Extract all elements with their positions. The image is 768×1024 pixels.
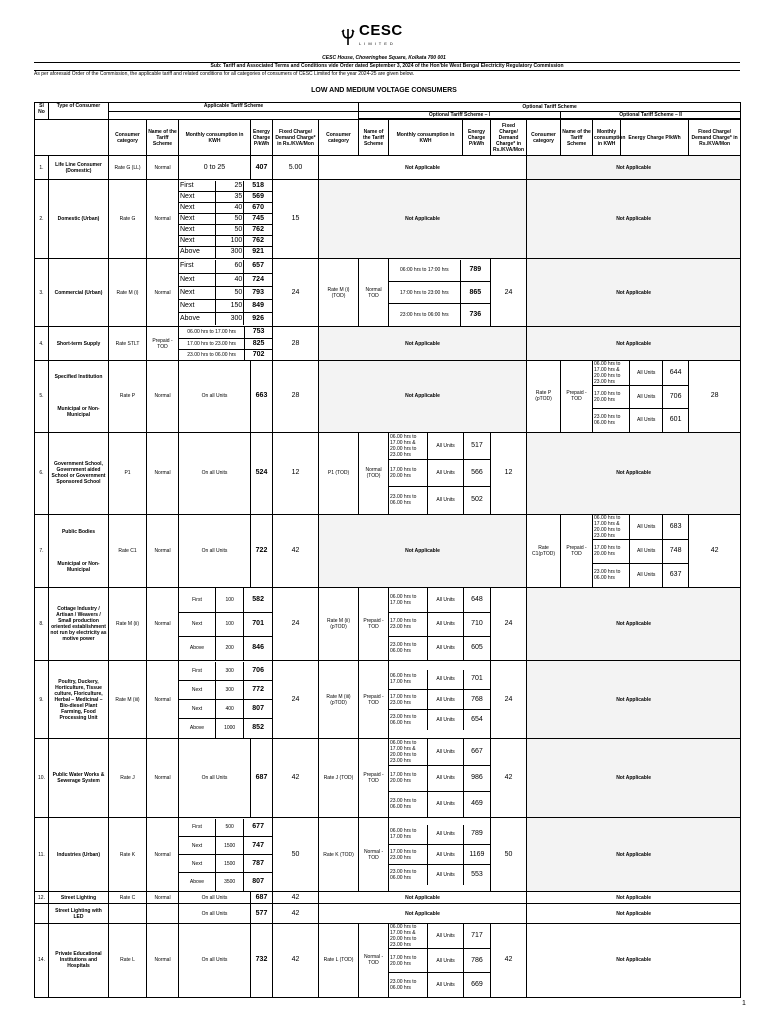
slab-limit: 300 — [216, 681, 244, 700]
hdr-scheme: Name of the Tariff Scheme — [147, 120, 179, 156]
slab-row — [179, 662, 272, 681]
tod-rate: 748 — [663, 539, 688, 563]
slab-limit: 1000 — [216, 719, 244, 738]
tod-units: All Units — [428, 670, 463, 690]
slab-label: Above — [189, 878, 205, 885]
slab-label: Above — [180, 248, 200, 256]
slab-rate: 518 — [244, 181, 272, 192]
tod-rate: 710 — [463, 612, 490, 636]
slab-row — [179, 247, 272, 258]
slab-rate: 670 — [244, 203, 272, 214]
slab-limit: 40 — [216, 203, 244, 214]
slab-label: First — [179, 588, 216, 612]
slab-rate: 926 — [244, 312, 272, 325]
slab-table — [179, 180, 273, 259]
slab-row — [179, 819, 272, 837]
col-type: Type of Consumer — [49, 103, 109, 120]
slab-rate: 921 — [244, 247, 272, 258]
slab-label: Next — [179, 612, 216, 636]
tod-rate: 654 — [463, 710, 490, 730]
tod-period: 17.00 hrs to 23.00 hrs — [389, 845, 428, 865]
tod-units: All Units — [630, 409, 663, 432]
table-row: Street Lighting with LED On all Units 577 42 Not Applicable Not Applicable — [35, 904, 741, 924]
tod-rate: 637 — [663, 563, 688, 587]
tod-rate: 683 — [663, 515, 688, 540]
tod-period: 17.00 hrs to 20.00 hrs — [593, 539, 630, 563]
slab-rate: 849 — [244, 299, 272, 312]
tod-units: All Units — [428, 924, 463, 949]
tod-table — [389, 661, 491, 739]
tod-units: All Units — [428, 433, 463, 460]
hdr-opt2-monthly: Monthly consumption in KWH — [593, 120, 621, 156]
tod-period: 17.00 hrs to 23.00 hrs — [179, 338, 245, 349]
tod-rate: 502 — [463, 487, 490, 514]
tod-period: 06:00 hrs to 17:00 hrs — [389, 260, 460, 282]
slab-label: Next — [179, 855, 216, 873]
slab-row — [179, 636, 272, 660]
tod-rate: 789 — [463, 825, 490, 845]
tod-period: 06.00 hrs to 17.00 hrs & 20.00 hrs to 23.00 hrs — [593, 361, 630, 386]
tod-row — [389, 460, 490, 487]
tod-row — [593, 563, 688, 587]
slab-limit: 100 — [216, 236, 244, 247]
tod-rate: 648 — [463, 588, 490, 612]
tod-row — [389, 924, 490, 949]
slab-limit: 300 — [216, 312, 244, 325]
tod-rate: 706 — [663, 386, 688, 409]
tod-units: All Units — [428, 765, 463, 791]
slab-table — [179, 818, 273, 892]
tod-period: 17.00 hrs to 20.00 hrs — [389, 949, 428, 973]
tod-row — [389, 845, 490, 865]
tod-row — [389, 282, 490, 304]
tod-row — [389, 690, 490, 710]
slab-label: First — [179, 260, 216, 273]
tod-period: 06.00 hrs to 17.00 hrs — [389, 588, 428, 612]
tod-row — [389, 825, 490, 845]
slab-label: Next — [179, 236, 216, 247]
table-row: 6. Government School, Government aided School or Government Sponsored School P1 Normal On all Units 524 12 P1 (TOD) Normal (TOD) 06.00 hrs to 17.00 hrs & 20.00 hrs to 23.00 hrs All Units 517 17.00 hrs to 20.00 hrs All Units 566 23.00 hrs to 06.00 hrs All Units 502 12 Not Applicable — [35, 432, 741, 514]
slab-rate: 762 — [244, 225, 272, 236]
slab-limit: 50 — [216, 286, 244, 299]
table-row: 14. Private Educational Institutions and Hospitals Rate L Normal On all Units 732 42 Rate L (TOD) Normal - TOD 06.00 hrs to 17.00 hrs & 20.00 hrs to 23.00 hrs All Units 717 17.00 hrs to 20.00 hrs All Units 786 23.00 hrs to 06.00 hrs All Units 669 42 Not Applicable — [35, 924, 741, 998]
slab-label: Next — [179, 837, 216, 855]
slab-label: Next — [179, 286, 216, 299]
slab-row — [179, 681, 272, 700]
slab-rate: 745 — [244, 214, 272, 225]
tod-period: 17.00 hrs to 20.00 hrs — [389, 460, 428, 487]
slab-row — [179, 612, 272, 636]
tod-rate: 469 — [463, 791, 490, 817]
slab-row — [179, 719, 272, 738]
slab-label: First — [179, 819, 216, 837]
tod-units: All Units — [428, 710, 463, 730]
hdr-fixed: Fixed Charge/ Demand Charge* in Rs./KVA/Mon — [273, 120, 319, 156]
slab-rate: 724 — [244, 273, 272, 286]
hdr-opt1-monthly: Monthly consumption in KWH — [389, 120, 463, 156]
tod-row — [593, 409, 688, 432]
tod-row — [389, 973, 490, 997]
table-row: 10. Public Water Works & Sewerage System Rate J Normal On all Units 687 42 Rate J (TOD) Prepaid - TOD 06.00 hrs to 17.00 hrs & 20.00 hrs to 23.00 hrs All Units 667 17.00 hrs to 20.00 hrs All Units 986 23.00 hrs to 06.00 hrs All Units 469 42 Not Applicable — [35, 739, 741, 818]
tod-row — [389, 739, 490, 765]
slab-rate: 706 — [244, 662, 272, 681]
slab-row — [179, 273, 272, 286]
slab-limit: 35 — [216, 192, 244, 203]
tod-rate: 701 — [463, 670, 490, 690]
slab-rate: 846 — [244, 636, 272, 660]
slab-limit: 1500 — [216, 837, 244, 855]
slab-label: First — [179, 662, 216, 681]
slab-row — [179, 588, 272, 612]
slab-row — [179, 299, 272, 312]
slab-limit: 300 — [216, 247, 244, 258]
slab-limit: 60 — [216, 260, 244, 273]
tod-rate: 736 — [460, 304, 490, 326]
slab-limit: 500 — [216, 819, 244, 837]
slab-limit: 25 — [216, 181, 244, 192]
tod-period: 17.00 hrs to 23.00 hrs — [389, 612, 428, 636]
table-row: 2. Domestic (Urban) Rate G Normal First 25 518 Next 35 569 Next 40 670 Next 50 745 Next 50 762 Next 100 762 Above 300 921 15 Not Applicable Not Applicable — [35, 180, 741, 259]
tod-period: 23:00 hrs to 06:00 hrs — [400, 311, 449, 318]
tod-row — [389, 304, 490, 326]
slab-label: Above — [189, 725, 205, 732]
slab-label: First — [179, 181, 216, 192]
tod-period: 17.00 hrs to 20.00 hrs — [593, 386, 630, 409]
table-row: 11. Industries (Urban) Rate K Normal First 500 677 Next 1500 747 Next 1500 787 Above 3500 807 50 Rate K (TOD) Normal - TOD 06.00 hrs to 17.00 hrs All Units 789 17.00 hrs to 23.00 hrs All Units 1169 23.00 hrs to 06.00 hrs All Units 553 50 Not Applicable — [35, 818, 741, 892]
tod-table — [593, 361, 689, 433]
tod-rate: 768 — [463, 690, 490, 710]
col-optional: Optional Tariff Scheme — [359, 103, 741, 112]
tod-rate: 517 — [463, 433, 490, 460]
table-row: 4. Short-term Supply Rate STLT Prepaid - TOD 06.00 hrs to 17.00 hrs 753 17.00 hrs to 23.00 hrs 825 23.00 hrs to 06.00 hrs 702 28 Not Applicable Not Applicable — [35, 327, 741, 361]
tod-row — [593, 539, 688, 563]
tod-units: All Units — [630, 386, 663, 409]
slab-limit: 300 — [216, 662, 244, 681]
tod-row — [389, 710, 490, 730]
slab-row — [179, 700, 272, 719]
tod-rate: 717 — [463, 924, 490, 949]
tod-period: 06.00 hrs to 17.00 hrs & 20.00 hrs to 23.00 hrs — [389, 739, 428, 765]
tod-period: 06.00 hrs to 17.00 hrs & 20.00 hrs to 23.00 hrs — [593, 515, 630, 540]
tod-rate: 605 — [463, 636, 490, 660]
tod-row — [389, 487, 490, 514]
tod-row — [389, 791, 490, 817]
slab-row — [179, 855, 272, 873]
slab-row — [179, 192, 272, 203]
tod-rate: 702 — [245, 349, 272, 360]
slab-row — [179, 225, 272, 236]
slab-limit: 200 — [216, 636, 244, 660]
slab-row — [179, 203, 272, 214]
hdr-opt1-category: Consumer category — [319, 120, 359, 156]
page-title: LOW AND MEDIUM VOLTAGE CONSUMERS — [311, 87, 457, 94]
slab-rate: 677 — [244, 819, 272, 837]
tod-period: 06.00 hrs to 17.00 hrs & 20.00 hrs to 23.00 hrs — [389, 433, 428, 460]
slab-limit: 150 — [216, 299, 244, 312]
tod-table — [389, 259, 491, 327]
slab-label: Above — [189, 645, 205, 652]
slab-rate: 657 — [244, 260, 272, 273]
tod-rate: 566 — [463, 460, 490, 487]
slab-rate: 793 — [244, 286, 272, 299]
tod-rate: 644 — [663, 361, 688, 386]
slab-rate: 807 — [244, 873, 272, 891]
hdr-energy: Energy Charge P/kWh — [251, 120, 273, 156]
tod-period: 06.00 hrs to 17.00 hrs — [389, 825, 428, 845]
tod-table — [389, 924, 491, 998]
table-row: 9. Poultry, Duckery, Horticulture, Tissue culture, Floriculture, Herbal – Medicinal – Bio-diesel Plant Farming, Food Processing Unit Rate M (iii) Normal First 300 706 Next 300 772 Next 400 807 Above 1000 852 24 Rate M (iii) (pTOD) Prepaid - TOD 06.00 hrs to 17.00 hrs All Units 701 17.00 hrs to 23.00 hrs All Units 768 23.00 hrs to 06.00 hrs All Units 654 24 Not Applicable — [35, 661, 741, 739]
tod-period: 23.00 hrs to 06.00 hrs — [594, 569, 621, 582]
tod-rate: 669 — [463, 973, 490, 997]
tod-units: All Units — [428, 949, 463, 973]
hdr-opt2-fixed: Fixed Charge/ Demand Charge* in Rs./KVA/Mon — [689, 120, 741, 156]
hdr-opt2-energy: Energy Charge P/kWh — [621, 120, 689, 156]
tod-units: All Units — [428, 612, 463, 636]
tod-period: 23.00 hrs to 06.00 hrs — [390, 494, 417, 507]
tod-rate: 789 — [460, 260, 490, 282]
tod-units: All Units — [428, 845, 463, 865]
slab-rate: 701 — [244, 612, 272, 636]
address: CESC House, Chowringhee Square, Kolkata 700 001 — [322, 55, 446, 61]
tod-period: 06.00 hrs to 17.00 hrs & 20.00 hrs to 23.00 hrs — [389, 924, 428, 949]
tod-table — [389, 818, 491, 892]
tod-units: All Units — [630, 539, 663, 563]
slab-limit: 3500 — [216, 873, 244, 891]
tod-units: All Units — [428, 791, 463, 817]
slab-rate: 807 — [244, 700, 272, 719]
tod-period: 23.00 hrs to 06.00 hrs — [390, 798, 417, 811]
table-row: 8. Cottage Industry / Artisan / Weavers / Small production oriented establishment not run by electricity as motive power Rate M (ii) Normal First 100 582 Next 100 701 Above 200 846 24 Rate M (ii) (pTOD) Prepaid - TOD 06.00 hrs to 17.00 hrs All Units 648 17.00 hrs to 23.00 hrs All Units 710 23.00 hrs to 06.00 hrs All Units 605 24 Not Applicable — [35, 588, 741, 661]
tod-rate: 601 — [663, 409, 688, 432]
tod-row — [179, 349, 272, 360]
tod-row — [389, 612, 490, 636]
slab-label: Next — [179, 299, 216, 312]
slab-label: Next — [179, 203, 216, 214]
slab-row — [179, 260, 272, 273]
tod-rate: 825 — [245, 338, 272, 349]
tod-units: All Units — [428, 588, 463, 612]
tod-row — [389, 949, 490, 973]
slab-row — [179, 236, 272, 247]
tod-table — [593, 514, 689, 588]
col-opt1: Optional Tariff Scheme – I — [359, 112, 561, 119]
slab-limit: 50 — [216, 225, 244, 236]
slab-label: Next — [179, 214, 216, 225]
tod-row — [389, 260, 490, 282]
hdr-opt1-fixed: Fixed Charge/ Demand Charge* in Rs./KVA/Mon — [491, 120, 527, 156]
tod-row — [389, 588, 490, 612]
tod-units: All Units — [428, 865, 463, 885]
slab-row — [179, 837, 272, 855]
slab-row — [179, 873, 272, 891]
slab-row — [179, 214, 272, 225]
tod-rate: 865 — [460, 282, 490, 304]
tod-units: All Units — [428, 487, 463, 514]
col-sl: Sl No — [35, 103, 49, 120]
tod-period: 06.00 hrs to 17.00 hrs — [389, 670, 428, 690]
tod-units: All Units — [630, 563, 663, 587]
hdr-opt2-scheme: Name of the Tariff Scheme — [561, 120, 593, 156]
slab-limit: 400 — [216, 700, 244, 719]
tod-period: 06.00 hrs to 17.00 hrs — [179, 327, 245, 338]
table-row: 12. Street Lighting Rate C Normal On all Units 687 42 Not Applicable Not Applicable — [35, 892, 741, 904]
tod-units: All Units — [428, 460, 463, 487]
table-row: 3. Commercial (Urban) Rate M (i) Normal First 60 657 Next 40 724 Next 50 793 Next 150 849 Above 300 926 24 Rate M (i) (TOD) Normal TOD 06:00 hrs to 17:00 hrs 789 17:00 hrs to 23:00 hrs 865 23:00 hrs to 06:00 hrs 736 24 Not Applicable — [35, 259, 741, 327]
hdr-monthly: Monthly consumption in KWH — [179, 120, 251, 156]
table-row: 1. Life Line Consumer (Domestic) Rate G (LL) Normal 0 to 25 407 5.00 Not Applicable Not Applicable — [35, 156, 741, 180]
slab-table — [179, 588, 273, 661]
subject-line: Sub: Tariff and Associated Terms and Conditions vide Order dated September 3, 2024 of the Hon'ble West Bengal Electricity Regulatory Commission — [210, 63, 564, 69]
trident-logo-icon — [340, 28, 356, 46]
tod-row — [593, 361, 688, 386]
tariff-table — [34, 102, 741, 998]
hdr-category: Consumer category — [109, 120, 147, 156]
hdr-opt2-category: Consumer category — [527, 120, 561, 156]
slab-row — [179, 286, 272, 299]
tod-period: 17.00 hrs to 23.00 hrs — [389, 690, 428, 710]
slab-label: Above — [180, 314, 200, 322]
table-row: 7. Public Bodies Municipal or Non-Municipal Rate C1 Normal On all Units 722 42 Not Applicable Rate C1(pTOD) Prepaid - TOD 06.00 hrs to 17.00 hrs & 20.00 hrs to 23.00 hrs All Units 683 17.00 hrs to 20.00 hrs All Units 748 23.00 hrs to 06.00 hrs All Units 637 42 — [35, 514, 741, 588]
slab-limit: 100 — [216, 612, 244, 636]
slab-label: Next — [179, 273, 216, 286]
slab-rate: 582 — [244, 588, 272, 612]
slab-limit: 100 — [216, 588, 244, 612]
tod-period: 23.00 hrs to 06.00 hrs — [187, 351, 236, 358]
slab-limit: 50 — [216, 214, 244, 225]
slab-label: Next — [179, 225, 216, 236]
slab-rate: 787 — [244, 855, 272, 873]
page-number: 1 — [742, 1000, 746, 1007]
tod-units: All Units — [630, 361, 663, 386]
tod-rate: 1169 — [463, 845, 490, 865]
tod-row — [593, 386, 688, 409]
col-applicable: Applicable Tariff Scheme — [109, 103, 359, 112]
tod-units: All Units — [428, 690, 463, 710]
tod-table — [179, 327, 273, 361]
col-opt2: Optional Tariff Scheme – II — [561, 112, 741, 119]
tod-units: All Units — [428, 739, 463, 765]
tod-units: All Units — [428, 973, 463, 997]
tod-rate: 667 — [463, 739, 490, 765]
slab-table — [179, 661, 273, 739]
tod-units: All Units — [428, 825, 463, 845]
tod-row — [179, 327, 272, 338]
tod-row — [389, 636, 490, 660]
tod-row — [389, 765, 490, 791]
tod-period: 17.00 hrs to 20.00 hrs — [389, 765, 428, 791]
logo-text: CESC LIMITED — [359, 22, 403, 46]
tod-row — [389, 670, 490, 690]
slab-rate: 852 — [244, 719, 272, 738]
slab-rate: 747 — [244, 837, 272, 855]
intro-text: As per aforesaid Order of the Commission, the applicable tariff and related conditions for all categories of consumers of CESC Limited for the year 2024-25 are given below. — [34, 71, 415, 77]
tod-row — [179, 338, 272, 349]
tod-row — [389, 865, 490, 885]
slab-label: Next — [179, 681, 216, 700]
tod-rate: 786 — [463, 949, 490, 973]
tod-row — [593, 515, 688, 540]
cesc-logo — [340, 24, 403, 50]
slab-row — [179, 181, 272, 192]
tod-rate: 986 — [463, 765, 490, 791]
slab-row — [179, 312, 272, 325]
tod-period: 23.00 hrs to 06.00 hrs — [390, 868, 417, 881]
slab-label: Next — [179, 192, 216, 203]
tod-rate: 553 — [463, 865, 490, 885]
tod-table — [389, 432, 491, 514]
tod-period: 23.00 hrs to 06.00 hrs — [390, 713, 417, 726]
slab-limit: 40 — [216, 273, 244, 286]
tod-period: 17:00 hrs to 23:00 hrs — [389, 282, 460, 304]
tod-period: 23.00 hrs to 06.00 hrs — [594, 414, 621, 427]
tod-table — [389, 739, 491, 818]
hdr-opt1-energy: Energy Charge P/kWh — [463, 120, 491, 156]
tod-units: All Units — [630, 515, 663, 540]
hdr-opt1-scheme: Name of the Tariff Scheme — [359, 120, 389, 156]
slab-limit: 1500 — [216, 855, 244, 873]
slab-rate: 569 — [244, 192, 272, 203]
tod-units: All Units — [428, 636, 463, 660]
slab-table — [179, 259, 273, 327]
tod-table — [389, 588, 491, 661]
tod-row — [389, 433, 490, 460]
slab-rate: 772 — [244, 681, 272, 700]
tod-period: 23.00 hrs to 06.00 hrs — [390, 642, 417, 655]
tod-rate: 753 — [245, 327, 272, 338]
slab-rate: 762 — [244, 236, 272, 247]
slab-label: Next — [179, 700, 216, 719]
tod-period: 23.00 hrs to 06.00 hrs — [390, 978, 417, 991]
table-row: 5. Specified Institution Municipal or Non-Municipal Rate P Normal On all Units 663 28 Not Applicable Rate P (pTOD) Prepaid - TOD 06.00 hrs to 17.00 hrs & 20.00 hrs to 23.00 hrs All Units 644 17.00 hrs to 20.00 hrs All Units 706 23.00 hrs to 06.00 hrs All Units 601 28 — [35, 361, 741, 433]
